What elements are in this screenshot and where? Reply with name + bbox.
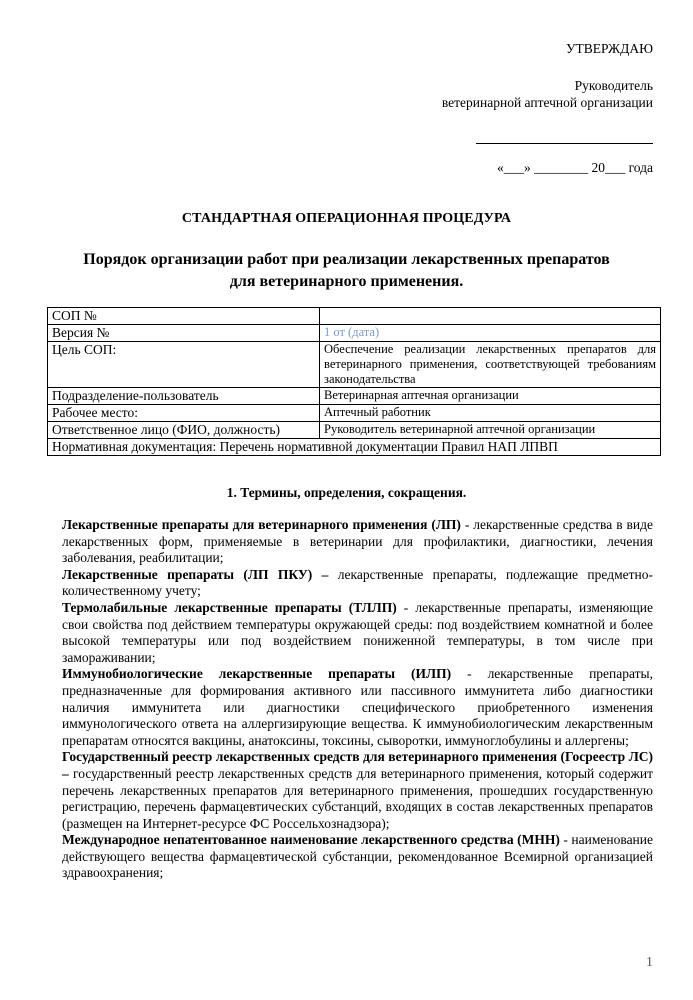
normative-docs-cell: Нормативная документация: Перечень нормативной документации Правил НАП ЛПВП	[48, 439, 661, 456]
approver-position-line1: Руководитель	[574, 78, 653, 93]
table-row	[48, 388, 661, 405]
term-name: Международное непатентованное наименование лекарственного средства (МНН)	[62, 832, 560, 848]
table-row	[48, 405, 661, 422]
table-label-cell: Цель СОП:	[48, 342, 320, 388]
term-definition: государственный реестр лекарственных средств для ветеринарного применения, который содержит перечень лекарственных препаратов для ветеринарного применения, прошедших государственную регистрацию, перечень фармацевтических субстанций, входящих в состав лекарственных препаратов (размещен на Интернет-ресурсе ФС Россельхознадзора);	[62, 765, 653, 831]
approve-label: УТВЕРЖДАЮ	[565, 41, 653, 56]
procedure-title	[0, 249, 693, 293]
term-item	[62, 567, 653, 600]
table-label-cell: Ответственное лицо (ФИО, должность)	[48, 422, 320, 439]
term-item	[62, 666, 653, 749]
table-value-cell: Аптечный работник	[320, 405, 661, 422]
table-row	[48, 439, 661, 456]
table-row	[48, 308, 661, 325]
table-row	[48, 422, 661, 439]
table-row	[48, 342, 661, 388]
terms-list	[62, 517, 653, 882]
term-definition: - лекарственные препараты, предназначенные для формирования активного или пассивного иммунитета либо диагностики наличия иммунитета или диагностики специфического приобретенного изменения иммунологического ответа на аллергизирующие вещества. К иммунобиологическим лекарственным препаратам относятся вакцины, анатоксины, токсины, сыворотки, иммуноглобулины и аллергены;	[62, 666, 653, 748]
table-value-cell	[320, 308, 661, 325]
signature-line	[476, 143, 653, 144]
term-item	[62, 749, 653, 832]
term-name: Лекарственные препараты для ветеринарного применения (ЛП)	[62, 517, 461, 532]
approval-date: «___» ________ 20___ года	[496, 160, 653, 175]
table-row	[48, 325, 661, 342]
term-name: Иммунобиологические лекарственные препараты (ИЛП)	[62, 666, 452, 682]
table-value-cell: Руководитель ветеринарной аптечной организации	[320, 422, 661, 439]
term-definition: - наименование действующего вещества фармацевтической субстанции, рекомендованное Всемирной организацией здравоохранения;	[62, 832, 653, 881]
section-heading: 1. Термины, определения, сокращения.	[226, 485, 467, 500]
term-name: Термолабильные лекарственные препараты (ТЛЛП)	[62, 599, 397, 615]
page-number: 1	[646, 955, 653, 970]
term-item	[62, 832, 653, 882]
table-label-cell: Подразделение-пользователь	[48, 388, 320, 405]
term-name: Лекарственные препараты (ЛП ПКУ) –	[62, 566, 329, 582]
version-value-cell: 1 от (дата)	[320, 325, 661, 342]
table-value-cell: Ветеринарная аптечная организации	[320, 388, 661, 405]
table-label-cell: Рабочее место:	[48, 405, 320, 422]
table-label-cell: Версия №	[48, 325, 320, 342]
term-definition: - лекарственные препараты, изменяющие свои свойства под действием температуры окружающей среды: под воздействием комнатной и более высокой температуры или под воздействием пониженной температуры, в том числе при замораживании;	[62, 599, 653, 665]
table-value-cell: Обеспечение реализации лекарственных препаратов для ветеринарного применения, соответствующей требованиям законодательства	[320, 342, 661, 388]
approver-position-line2: ветеринарной аптечной организации	[441, 95, 653, 110]
procedure-title-line1: Порядок организации работ при реализации лекарственных препаратов	[83, 251, 610, 268]
term-definition: - лекарственные средства в виде лекарственных форм, применяемые в ветеринарии для профилактики, диагностики, лечения заболевания, реабилитации;	[62, 517, 653, 566]
term-name: Государственный реестр лекарственных средств для ветеринарного применения (Госреестр ЛС) –	[62, 749, 653, 781]
sop-title: СТАНДАРТНАЯ ОПЕРАЦИОННАЯ ПРОЦЕДУРА	[181, 211, 512, 226]
procedure-title-line2: для ветеринарного применения.	[229, 273, 464, 290]
table-label-cell: СОП №	[48, 308, 320, 325]
term-item	[62, 600, 653, 666]
sop-info-table	[47, 307, 661, 456]
term-definition: лекарственные препараты, подлежащие предметно-количественному учету;	[62, 566, 653, 599]
term-item	[62, 517, 653, 567]
